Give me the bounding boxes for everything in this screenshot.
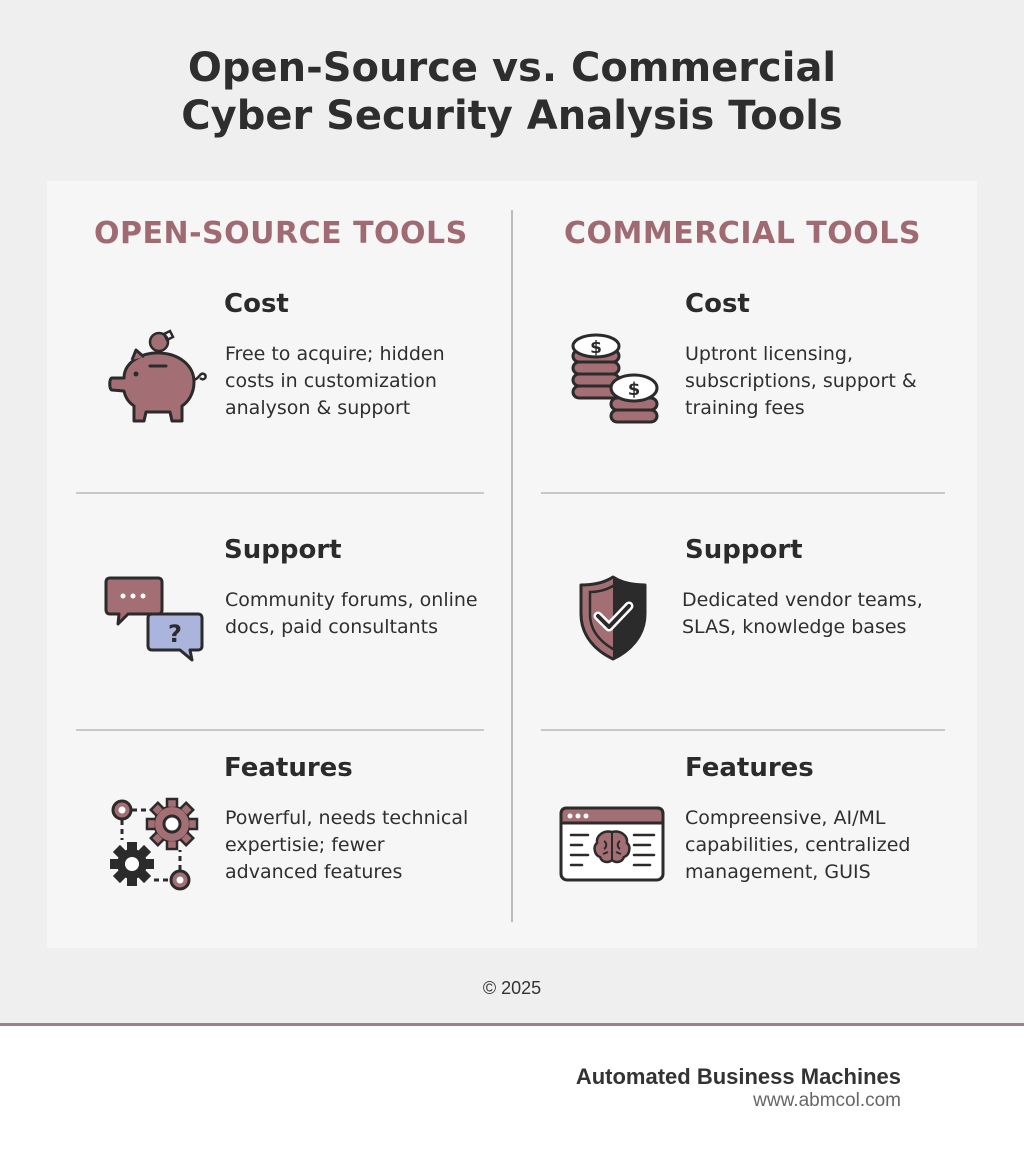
ai-dashboard-icon (558, 805, 666, 888)
page-title (0, 44, 1024, 140)
open-cost-text: Free to acquire; hidden costs in customization analyson & support (225, 343, 445, 419)
company-name: Automated Business Machines (575, 1064, 901, 1089)
column-divider (511, 210, 513, 922)
shield-check-icon (578, 574, 648, 667)
title-line-2: Cyber Security Analysis Tools (181, 93, 843, 139)
commercial-cost-title: Cost (685, 289, 750, 319)
separator-right-1 (541, 492, 945, 494)
separator-left-2 (76, 729, 484, 731)
commercial-cost-text: Uptront licensing, subscriptions, support & training fees (685, 343, 917, 419)
coin-stacks-icon (570, 332, 662, 433)
commercial-support-title: Support (685, 535, 803, 565)
piggy-bank-icon (104, 328, 212, 433)
commercial-heading: COMMERCIAL TOOLS (564, 216, 921, 251)
separator-left-1 (76, 492, 484, 494)
commercial-support-text: Dedicated vendor teams, SLAS, knowledge bases (682, 589, 923, 638)
svg-text:?: ? (168, 620, 182, 648)
svg-text:$: $ (590, 338, 602, 358)
open-cost-title: Cost (224, 289, 289, 319)
gears-icon (104, 796, 204, 901)
open-features-text: Powerful, needs technical expertisie; fewer advanced features (225, 807, 469, 883)
website-link[interactable]: www.abmcol.com (753, 1090, 901, 1111)
svg-text:$: $ (627, 379, 641, 400)
commercial-features-title: Features (685, 753, 814, 783)
commercial-features-text: Compreensive, AI/ML capabilities, centralized management, GUIS (685, 807, 911, 883)
open-features-title: Features (224, 753, 353, 783)
open-source-heading: OPEN-SOURCE TOOLS (94, 216, 468, 251)
open-support-text: Community forums, online docs, paid consultants (225, 589, 478, 638)
title-line-1: Open-Source vs. Commercial (187, 45, 837, 91)
chat-bubbles-icon (104, 574, 208, 671)
copyright-text: © 2025 (482, 978, 542, 998)
open-support-title: Support (224, 535, 342, 565)
separator-right-2 (541, 729, 945, 731)
